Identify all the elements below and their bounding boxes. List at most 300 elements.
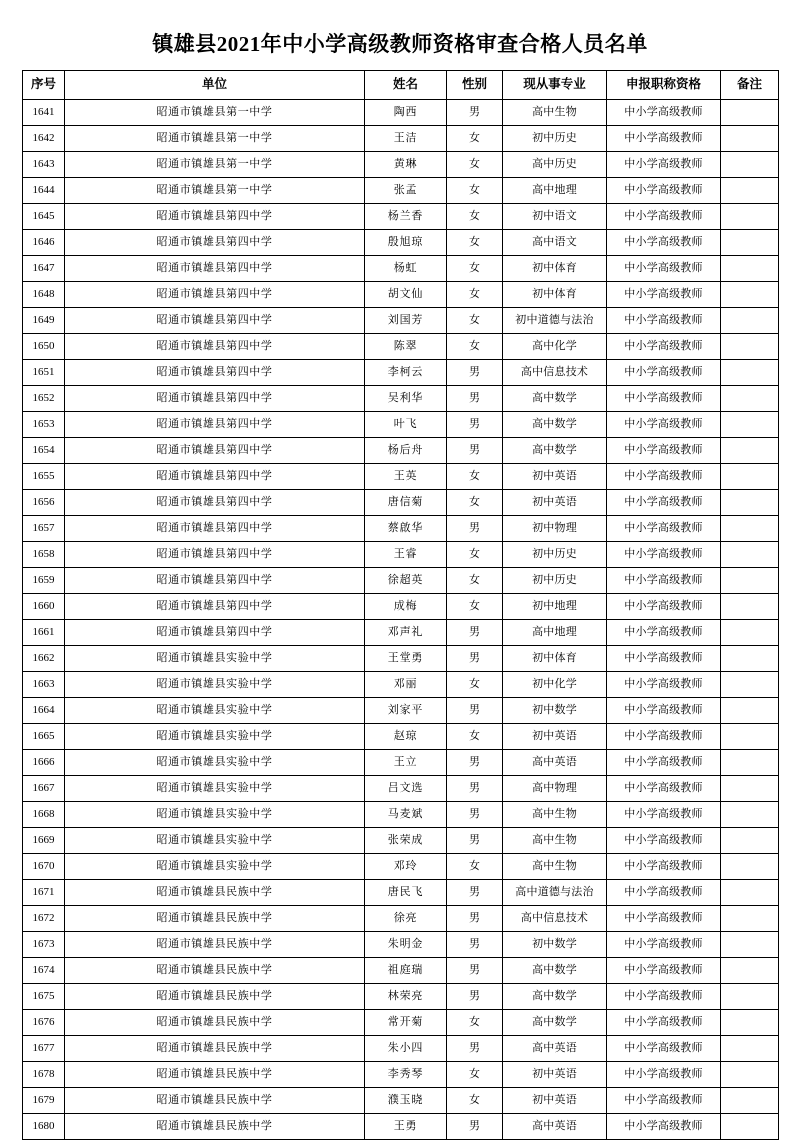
row-index: 1670 xyxy=(23,854,65,880)
row-index: 1680 xyxy=(23,1114,65,1140)
table-row xyxy=(23,360,779,386)
row-major: 初中英语 xyxy=(503,464,607,490)
row-remark xyxy=(721,516,779,542)
row-remark xyxy=(721,828,779,854)
row-gender: 女 xyxy=(447,152,503,178)
row-qualification: 中小学高级教师 xyxy=(607,100,721,126)
row-name: 杨虹 xyxy=(365,256,447,282)
row-major: 高中道德与法治 xyxy=(503,880,607,906)
row-gender: 男 xyxy=(447,984,503,1010)
row-name: 张孟 xyxy=(365,178,447,204)
row-qualification: 中小学高级教师 xyxy=(607,1114,721,1140)
row-unit: 昭通市镇雄县实验中学 xyxy=(65,776,365,802)
table-row xyxy=(23,880,779,906)
row-remark xyxy=(721,126,779,152)
row-major: 高中化学 xyxy=(503,334,607,360)
row-unit: 昭通市镇雄县第四中学 xyxy=(65,542,365,568)
row-gender: 女 xyxy=(447,178,503,204)
row-unit: 昭通市镇雄县民族中学 xyxy=(65,1088,365,1114)
row-unit: 昭通市镇雄县第四中学 xyxy=(65,334,365,360)
row-gender: 女 xyxy=(447,334,503,360)
row-qualification: 中小学高级教师 xyxy=(607,126,721,152)
row-major: 初中英语 xyxy=(503,1062,607,1088)
row-qualification: 中小学高级教师 xyxy=(607,802,721,828)
row-remark xyxy=(721,802,779,828)
row-unit: 昭通市镇雄县实验中学 xyxy=(65,646,365,672)
row-qualification: 中小学高级教师 xyxy=(607,386,721,412)
table-row xyxy=(23,282,779,308)
row-index: 1677 xyxy=(23,1036,65,1062)
row-major: 初中英语 xyxy=(503,724,607,750)
row-name: 成梅 xyxy=(365,594,447,620)
row-remark xyxy=(721,1062,779,1088)
row-qualification: 中小学高级教师 xyxy=(607,542,721,568)
row-unit: 昭通市镇雄县民族中学 xyxy=(65,1036,365,1062)
row-name: 王堂勇 xyxy=(365,646,447,672)
table-row xyxy=(23,672,779,698)
qualified-personnel-table xyxy=(22,70,779,1140)
row-name: 李秀琴 xyxy=(365,1062,447,1088)
table-row xyxy=(23,1114,779,1140)
row-major: 高中地理 xyxy=(503,178,607,204)
row-gender: 男 xyxy=(447,802,503,828)
row-qualification: 中小学高级教师 xyxy=(607,750,721,776)
row-index: 1646 xyxy=(23,230,65,256)
row-gender: 男 xyxy=(447,932,503,958)
row-remark xyxy=(721,282,779,308)
table-row xyxy=(23,256,779,282)
row-index: 1641 xyxy=(23,100,65,126)
row-unit: 昭通市镇雄县民族中学 xyxy=(65,1062,365,1088)
row-name: 吕文选 xyxy=(365,776,447,802)
row-index: 1667 xyxy=(23,776,65,802)
row-qualification: 中小学高级教师 xyxy=(607,256,721,282)
row-gender: 女 xyxy=(447,126,503,152)
row-index: 1676 xyxy=(23,1010,65,1036)
row-qualification: 中小学高级教师 xyxy=(607,646,721,672)
row-name: 邓玲 xyxy=(365,854,447,880)
table-header xyxy=(23,71,779,100)
table-row xyxy=(23,620,779,646)
row-remark xyxy=(721,1036,779,1062)
row-index: 1664 xyxy=(23,698,65,724)
table-row xyxy=(23,126,779,152)
row-unit: 昭通市镇雄县第一中学 xyxy=(65,152,365,178)
row-index: 1660 xyxy=(23,594,65,620)
table-row xyxy=(23,100,779,126)
row-gender: 男 xyxy=(447,100,503,126)
row-index: 1675 xyxy=(23,984,65,1010)
row-index: 1658 xyxy=(23,542,65,568)
row-name: 刘国芳 xyxy=(365,308,447,334)
row-unit: 昭通市镇雄县实验中学 xyxy=(65,724,365,750)
row-qualification: 中小学高级教师 xyxy=(607,1010,721,1036)
row-name: 黄琳 xyxy=(365,152,447,178)
row-qualification: 中小学高级教师 xyxy=(607,490,721,516)
row-major: 高中数学 xyxy=(503,412,607,438)
row-index: 1659 xyxy=(23,568,65,594)
row-remark xyxy=(721,646,779,672)
table-row xyxy=(23,724,779,750)
row-name: 叶飞 xyxy=(365,412,447,438)
row-index: 1642 xyxy=(23,126,65,152)
table-row xyxy=(23,490,779,516)
row-name: 朱小四 xyxy=(365,1036,447,1062)
table-row xyxy=(23,1010,779,1036)
row-major: 高中生物 xyxy=(503,854,607,880)
row-gender: 女 xyxy=(447,282,503,308)
row-major: 初中数学 xyxy=(503,698,607,724)
row-qualification: 中小学高级教师 xyxy=(607,880,721,906)
row-qualification: 中小学高级教师 xyxy=(607,230,721,256)
row-name: 刘家平 xyxy=(365,698,447,724)
table-row xyxy=(23,1088,779,1114)
row-index: 1654 xyxy=(23,438,65,464)
table-row xyxy=(23,854,779,880)
row-remark xyxy=(721,360,779,386)
row-unit: 昭通市镇雄县第四中学 xyxy=(65,360,365,386)
row-unit: 昭通市镇雄县民族中学 xyxy=(65,958,365,984)
row-remark xyxy=(721,100,779,126)
row-qualification: 中小学高级教师 xyxy=(607,724,721,750)
row-name: 殷旭琼 xyxy=(365,230,447,256)
row-unit: 昭通市镇雄县第一中学 xyxy=(65,178,365,204)
row-gender: 女 xyxy=(447,542,503,568)
row-index: 1662 xyxy=(23,646,65,672)
row-qualification: 中小学高级教师 xyxy=(607,958,721,984)
row-name: 邓声礼 xyxy=(365,620,447,646)
row-gender: 男 xyxy=(447,880,503,906)
row-remark xyxy=(721,1010,779,1036)
row-name: 唐信菊 xyxy=(365,490,447,516)
column-header-name: 姓名 xyxy=(365,71,447,100)
row-unit: 昭通市镇雄县第四中学 xyxy=(65,230,365,256)
row-unit: 昭通市镇雄县第一中学 xyxy=(65,100,365,126)
row-major: 初中英语 xyxy=(503,490,607,516)
row-qualification: 中小学高级教师 xyxy=(607,282,721,308)
row-qualification: 中小学高级教师 xyxy=(607,906,721,932)
row-gender: 女 xyxy=(447,204,503,230)
row-major: 高中数学 xyxy=(503,984,607,1010)
row-unit: 昭通市镇雄县第四中学 xyxy=(65,490,365,516)
row-major: 初中英语 xyxy=(503,1088,607,1114)
row-major: 初中化学 xyxy=(503,672,607,698)
row-gender: 男 xyxy=(447,386,503,412)
row-qualification: 中小学高级教师 xyxy=(607,412,721,438)
row-remark xyxy=(721,854,779,880)
row-name: 林荣亮 xyxy=(365,984,447,1010)
table-header-row xyxy=(23,71,779,100)
row-remark xyxy=(721,724,779,750)
row-index: 1652 xyxy=(23,386,65,412)
row-name: 李柯云 xyxy=(365,360,447,386)
table-row xyxy=(23,906,779,932)
row-major: 高中地理 xyxy=(503,620,607,646)
row-index: 1655 xyxy=(23,464,65,490)
table-row xyxy=(23,750,779,776)
row-name: 王英 xyxy=(365,464,447,490)
row-name: 王洁 xyxy=(365,126,447,152)
row-qualification: 中小学高级教师 xyxy=(607,1036,721,1062)
row-qualification: 中小学高级教师 xyxy=(607,672,721,698)
row-index: 1649 xyxy=(23,308,65,334)
table-row xyxy=(23,308,779,334)
row-remark xyxy=(721,906,779,932)
table-row xyxy=(23,568,779,594)
row-gender: 男 xyxy=(447,438,503,464)
column-header-qualification: 申报职称资格 xyxy=(607,71,721,100)
row-unit: 昭通市镇雄县第一中学 xyxy=(65,126,365,152)
row-unit: 昭通市镇雄县实验中学 xyxy=(65,854,365,880)
row-name: 赵琼 xyxy=(365,724,447,750)
row-unit: 昭通市镇雄县民族中学 xyxy=(65,1114,365,1140)
row-unit: 昭通市镇雄县第四中学 xyxy=(65,282,365,308)
row-remark xyxy=(721,230,779,256)
row-remark xyxy=(721,1088,779,1114)
row-qualification: 中小学高级教师 xyxy=(607,1088,721,1114)
row-name: 蔡啟华 xyxy=(365,516,447,542)
row-gender: 女 xyxy=(447,490,503,516)
row-unit: 昭通市镇雄县第四中学 xyxy=(65,308,365,334)
row-gender: 女 xyxy=(447,230,503,256)
row-major: 初中物理 xyxy=(503,516,607,542)
row-gender: 男 xyxy=(447,958,503,984)
table-row xyxy=(23,204,779,230)
row-unit: 昭通市镇雄县实验中学 xyxy=(65,698,365,724)
row-unit: 昭通市镇雄县第四中学 xyxy=(65,256,365,282)
row-name: 张荣成 xyxy=(365,828,447,854)
row-qualification: 中小学高级教师 xyxy=(607,334,721,360)
table-row xyxy=(23,464,779,490)
row-gender: 女 xyxy=(447,1010,503,1036)
row-major: 高中历史 xyxy=(503,152,607,178)
row-index: 1665 xyxy=(23,724,65,750)
row-qualification: 中小学高级教师 xyxy=(607,516,721,542)
row-qualification: 中小学高级教师 xyxy=(607,594,721,620)
table-row xyxy=(23,646,779,672)
row-name: 徐超英 xyxy=(365,568,447,594)
column-header-major: 现从事专业 xyxy=(503,71,607,100)
table-row xyxy=(23,594,779,620)
row-index: 1673 xyxy=(23,932,65,958)
row-major: 初中体育 xyxy=(503,256,607,282)
table-row xyxy=(23,698,779,724)
row-major: 高中英语 xyxy=(503,750,607,776)
row-remark xyxy=(721,620,779,646)
table-row xyxy=(23,828,779,854)
row-gender: 男 xyxy=(447,906,503,932)
row-name: 唐民飞 xyxy=(365,880,447,906)
row-remark xyxy=(721,490,779,516)
row-remark xyxy=(721,464,779,490)
row-qualification: 中小学高级教师 xyxy=(607,1062,721,1088)
row-index: 1656 xyxy=(23,490,65,516)
row-unit: 昭通市镇雄县实验中学 xyxy=(65,802,365,828)
row-remark xyxy=(721,542,779,568)
row-name: 杨兰香 xyxy=(365,204,447,230)
table-row xyxy=(23,802,779,828)
row-unit: 昭通市镇雄县实验中学 xyxy=(65,750,365,776)
row-unit: 昭通市镇雄县第四中学 xyxy=(65,568,365,594)
row-name: 濮玉晓 xyxy=(365,1088,447,1114)
row-major: 高中物理 xyxy=(503,776,607,802)
row-major: 初中历史 xyxy=(503,542,607,568)
row-index: 1661 xyxy=(23,620,65,646)
row-gender: 男 xyxy=(447,1114,503,1140)
row-unit: 昭通市镇雄县民族中学 xyxy=(65,932,365,958)
row-gender: 女 xyxy=(447,464,503,490)
row-name: 吴利华 xyxy=(365,386,447,412)
row-major: 高中信息技术 xyxy=(503,906,607,932)
row-remark xyxy=(721,308,779,334)
table-row xyxy=(23,334,779,360)
row-index: 1678 xyxy=(23,1062,65,1088)
row-gender: 女 xyxy=(447,724,503,750)
table-row xyxy=(23,516,779,542)
row-gender: 女 xyxy=(447,308,503,334)
row-unit: 昭通市镇雄县民族中学 xyxy=(65,1010,365,1036)
row-major: 高中生物 xyxy=(503,828,607,854)
row-index: 1674 xyxy=(23,958,65,984)
row-index: 1647 xyxy=(23,256,65,282)
table-row xyxy=(23,1036,779,1062)
table-body xyxy=(23,100,779,1140)
table-row xyxy=(23,386,779,412)
table-row xyxy=(23,1062,779,1088)
row-major: 高中生物 xyxy=(503,802,607,828)
row-qualification: 中小学高级教师 xyxy=(607,360,721,386)
row-unit: 昭通市镇雄县民族中学 xyxy=(65,906,365,932)
row-major: 初中数学 xyxy=(503,932,607,958)
row-qualification: 中小学高级教师 xyxy=(607,152,721,178)
row-gender: 女 xyxy=(447,854,503,880)
table-row xyxy=(23,230,779,256)
row-name: 马麦斌 xyxy=(365,802,447,828)
row-qualification: 中小学高级教师 xyxy=(607,178,721,204)
row-gender: 女 xyxy=(447,594,503,620)
row-index: 1671 xyxy=(23,880,65,906)
row-remark xyxy=(721,438,779,464)
row-remark xyxy=(721,776,779,802)
row-name: 祖庭瑞 xyxy=(365,958,447,984)
row-unit: 昭通市镇雄县第四中学 xyxy=(65,204,365,230)
row-major: 初中地理 xyxy=(503,594,607,620)
row-gender: 男 xyxy=(447,1036,503,1062)
row-qualification: 中小学高级教师 xyxy=(607,568,721,594)
row-name: 王勇 xyxy=(365,1114,447,1140)
row-remark xyxy=(721,386,779,412)
row-name: 朱明金 xyxy=(365,932,447,958)
row-major: 高中数学 xyxy=(503,958,607,984)
table-row xyxy=(23,984,779,1010)
table-row xyxy=(23,438,779,464)
row-gender: 女 xyxy=(447,568,503,594)
table-row xyxy=(23,958,779,984)
row-gender: 女 xyxy=(447,1062,503,1088)
row-gender: 男 xyxy=(447,776,503,802)
row-major: 高中语文 xyxy=(503,230,607,256)
row-remark xyxy=(721,984,779,1010)
row-index: 1679 xyxy=(23,1088,65,1114)
row-major: 初中历史 xyxy=(503,568,607,594)
row-gender: 男 xyxy=(447,516,503,542)
row-remark xyxy=(721,152,779,178)
row-major: 高中数学 xyxy=(503,1010,607,1036)
row-qualification: 中小学高级教师 xyxy=(607,828,721,854)
column-header-unit: 单位 xyxy=(65,71,365,100)
row-remark xyxy=(721,412,779,438)
row-major: 初中道德与法治 xyxy=(503,308,607,334)
row-unit: 昭通市镇雄县第四中学 xyxy=(65,464,365,490)
row-index: 1663 xyxy=(23,672,65,698)
row-remark xyxy=(721,880,779,906)
row-index: 1666 xyxy=(23,750,65,776)
row-index: 1648 xyxy=(23,282,65,308)
row-remark xyxy=(721,958,779,984)
row-qualification: 中小学高级教师 xyxy=(607,204,721,230)
page-title: 镇雄县2021年中小学高级教师资格审查合格人员名单 xyxy=(152,32,648,56)
row-gender: 男 xyxy=(447,646,503,672)
row-name: 胡文仙 xyxy=(365,282,447,308)
row-unit: 昭通市镇雄县第四中学 xyxy=(65,386,365,412)
row-remark xyxy=(721,256,779,282)
row-gender: 男 xyxy=(447,620,503,646)
row-remark xyxy=(721,932,779,958)
row-major: 高中数学 xyxy=(503,438,607,464)
row-qualification: 中小学高级教师 xyxy=(607,438,721,464)
row-remark xyxy=(721,698,779,724)
row-unit: 昭通市镇雄县第四中学 xyxy=(65,412,365,438)
row-name: 常开菊 xyxy=(365,1010,447,1036)
row-remark xyxy=(721,204,779,230)
row-gender: 女 xyxy=(447,256,503,282)
row-unit: 昭通市镇雄县第四中学 xyxy=(65,620,365,646)
row-major: 初中体育 xyxy=(503,282,607,308)
row-qualification: 中小学高级教师 xyxy=(607,698,721,724)
row-major: 高中信息技术 xyxy=(503,360,607,386)
row-index: 1668 xyxy=(23,802,65,828)
row-name: 王睿 xyxy=(365,542,447,568)
table-row xyxy=(23,412,779,438)
row-index: 1650 xyxy=(23,334,65,360)
row-gender: 男 xyxy=(447,828,503,854)
row-qualification: 中小学高级教师 xyxy=(607,776,721,802)
table-row xyxy=(23,932,779,958)
row-gender: 男 xyxy=(447,360,503,386)
row-index: 1645 xyxy=(23,204,65,230)
row-qualification: 中小学高级教师 xyxy=(607,854,721,880)
row-unit: 昭通市镇雄县民族中学 xyxy=(65,880,365,906)
row-unit: 昭通市镇雄县民族中学 xyxy=(65,984,365,1010)
row-remark xyxy=(721,750,779,776)
row-gender: 男 xyxy=(447,750,503,776)
row-unit: 昭通市镇雄县实验中学 xyxy=(65,828,365,854)
row-remark xyxy=(721,672,779,698)
row-remark xyxy=(721,1114,779,1140)
row-major: 初中语文 xyxy=(503,204,607,230)
row-qualification: 中小学高级教师 xyxy=(607,984,721,1010)
row-remark xyxy=(721,334,779,360)
row-gender: 男 xyxy=(447,698,503,724)
column-header-remark: 备注 xyxy=(721,71,779,100)
row-gender: 男 xyxy=(447,412,503,438)
row-name: 邓丽 xyxy=(365,672,447,698)
row-unit: 昭通市镇雄县第四中学 xyxy=(65,516,365,542)
row-name: 王立 xyxy=(365,750,447,776)
table-row xyxy=(23,542,779,568)
row-index: 1672 xyxy=(23,906,65,932)
row-qualification: 中小学高级教师 xyxy=(607,308,721,334)
